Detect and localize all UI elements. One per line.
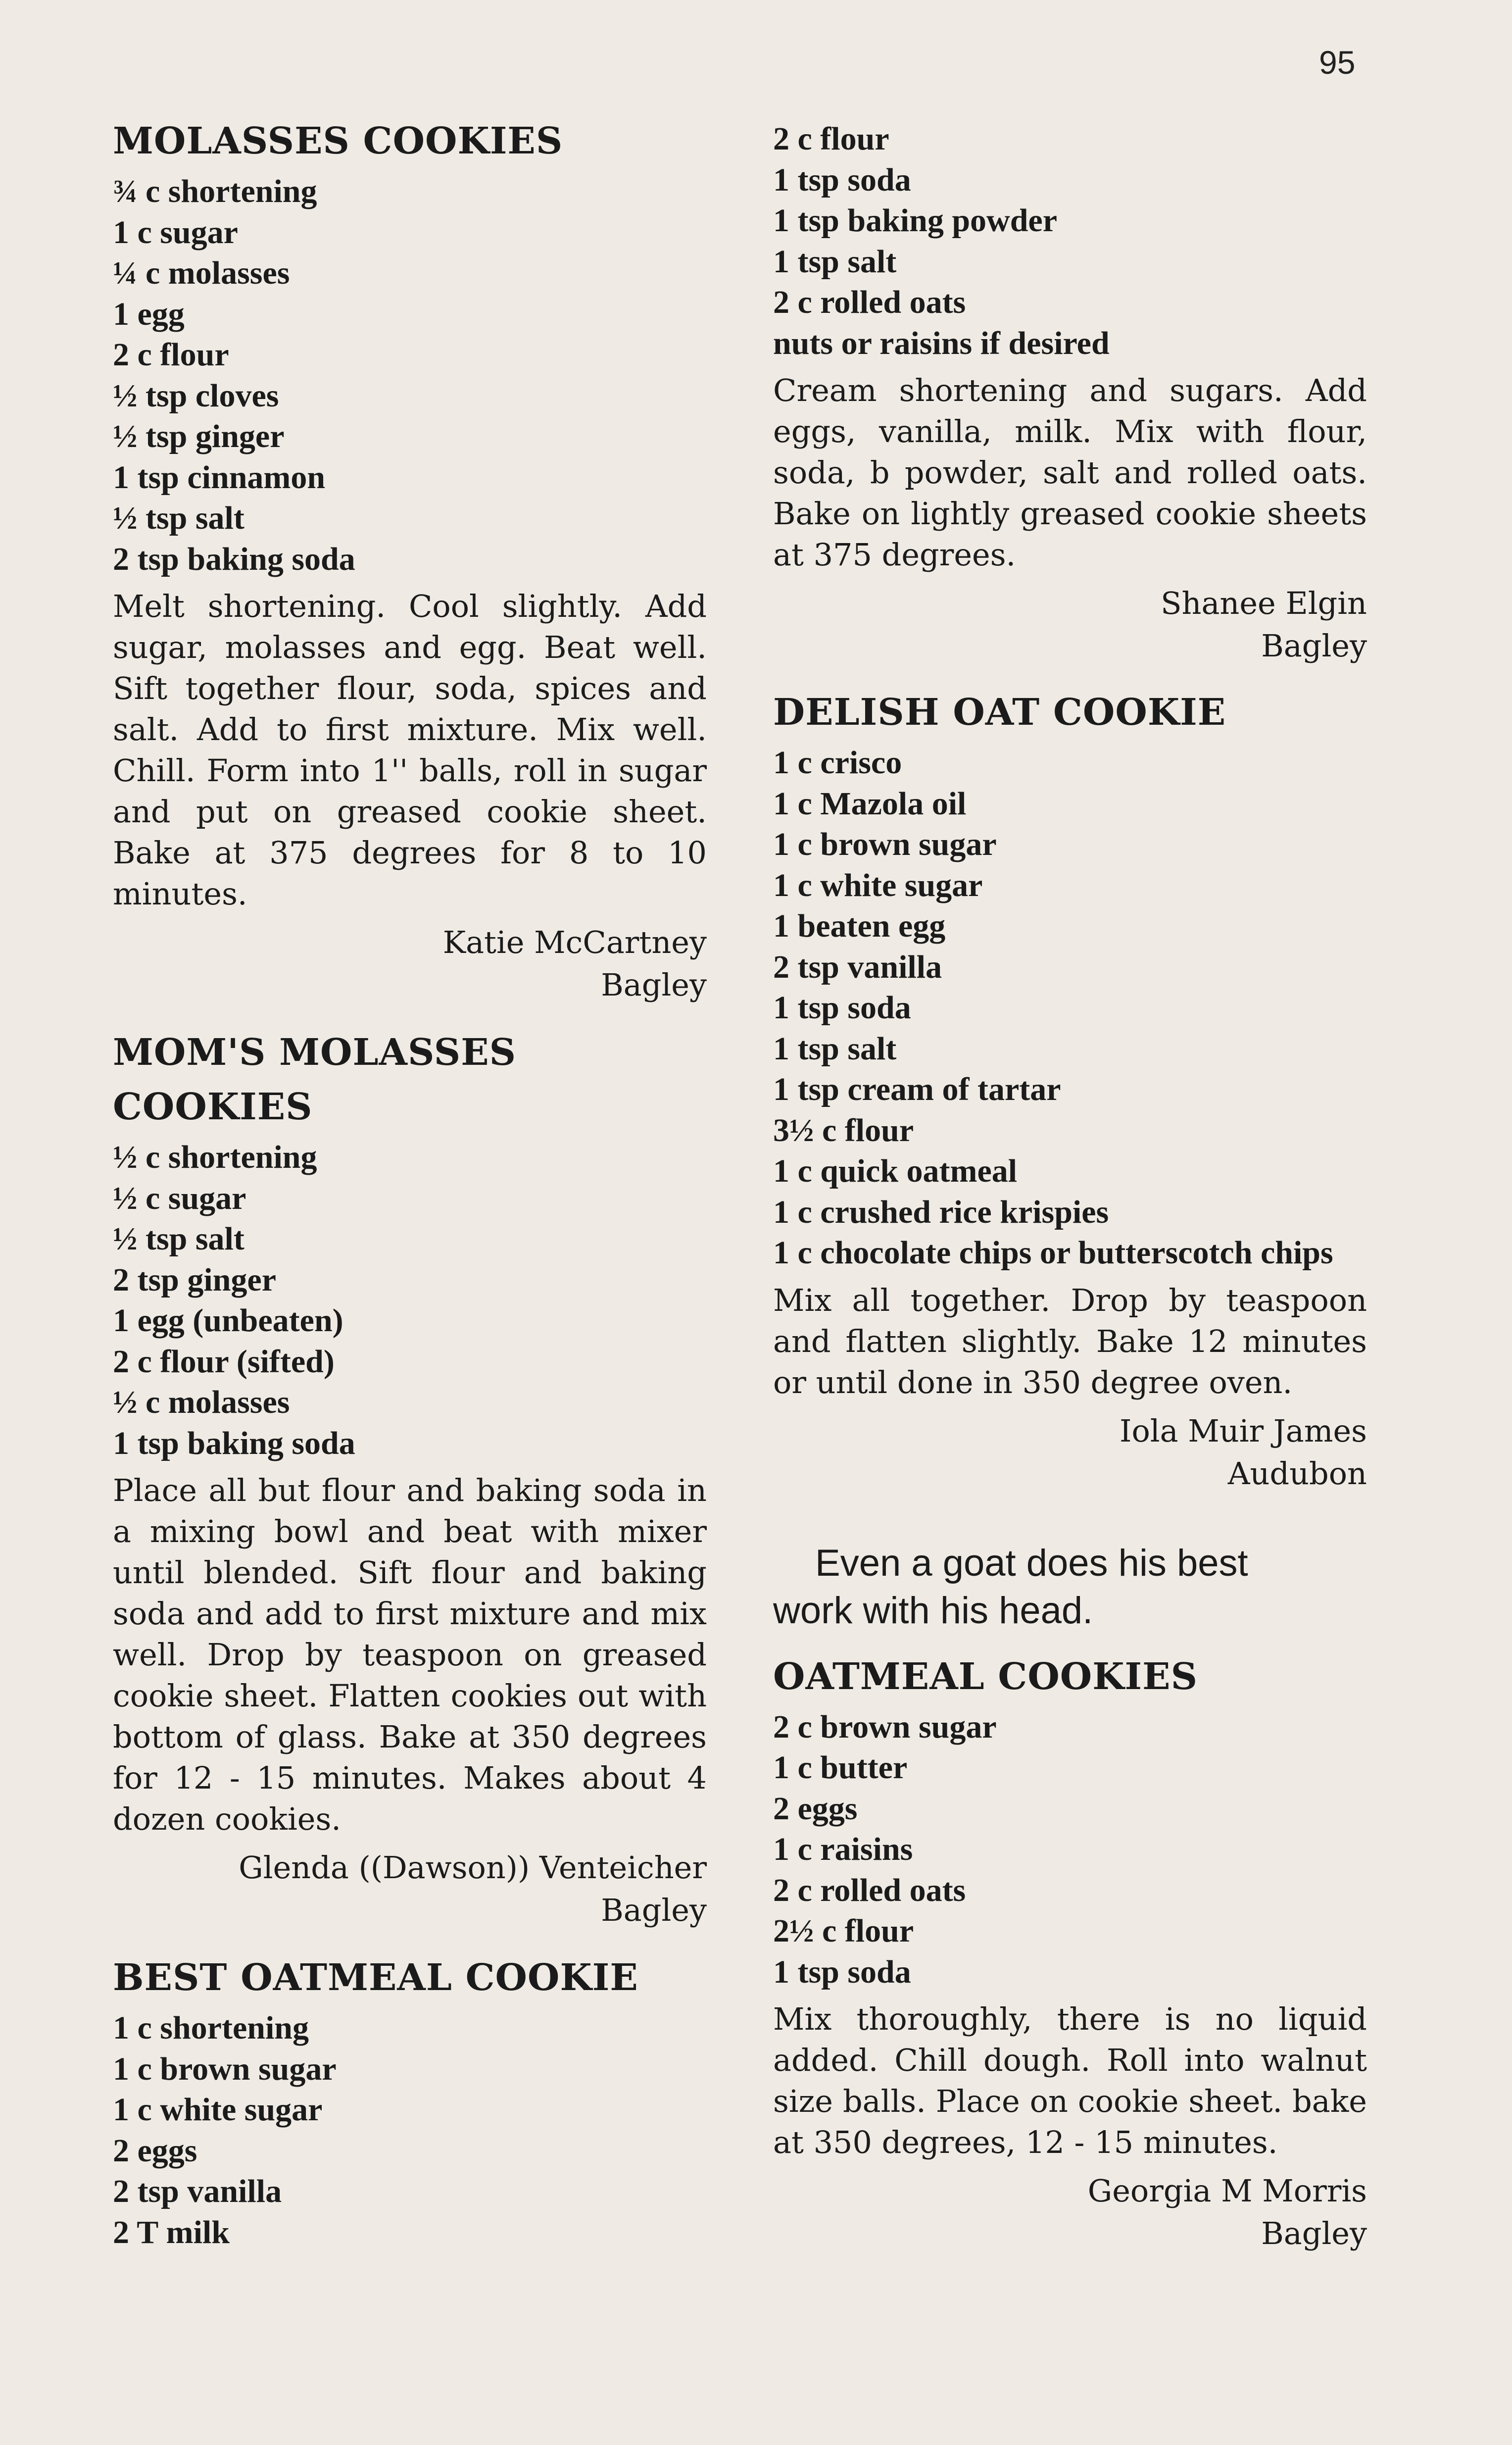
ingredient: 2 T milk — [113, 2214, 230, 2250]
ingredient: nuts or raisins if desired — [773, 325, 1110, 361]
ingredient: 2 tsp vanilla — [113, 2173, 282, 2209]
ingredient: 1 c crushed rice krispies — [773, 1194, 1109, 1230]
ingredient: 2 c rolled oats — [773, 284, 966, 320]
ingredient: 1 egg (unbeaten) — [113, 1302, 343, 1339]
ingredient: ½ tsp cloves — [113, 377, 279, 414]
ingredient: 1 tsp salt — [773, 1030, 897, 1067]
ingredient-list — [113, 1137, 707, 1464]
ingredient: 1 c sugar — [113, 214, 238, 250]
ingredient: ½ c shortening — [113, 1139, 317, 1175]
left-column — [113, 114, 707, 2253]
ingredient: 2 c brown sugar — [773, 1708, 997, 1745]
author-name: Shanee Elgin — [1161, 585, 1367, 621]
author-name: Iola Muir James — [1119, 1412, 1367, 1449]
ingredient: 1 tsp salt — [773, 243, 897, 280]
recipe-title: BEST OATMEAL COOKIE — [113, 1956, 638, 1999]
ingredient: ½ tsp salt — [113, 500, 244, 536]
ingredient: 1 c white sugar — [773, 867, 983, 903]
recipe-title: OATMEAL COOKIES — [773, 1655, 1198, 1698]
ingredient: 2 eggs — [773, 1790, 858, 1827]
ingredient: 1 beaten egg — [773, 908, 946, 944]
ingredient-list — [773, 1707, 1367, 1993]
ingredient: 2 c flour (sifted) — [113, 1343, 335, 1380]
ingredient-list — [773, 743, 1367, 1274]
author-name: Georgia M Morris — [1087, 2173, 1367, 2209]
quote-line: Even a goat does his best — [815, 1542, 1248, 1584]
ingredient: 1 tsp soda — [773, 1953, 911, 1990]
ingredient: 1 c shortening — [113, 2010, 309, 2046]
recipe-instructions: Place all but flour and baking soda in a mixing bowl and beat with mixer until blended. Sift flour and baking soda and add to first mixture and mix well. Drop by teaspoon on greased cookie sheet. Flatten cookies out with bottom of glass. Bake at 350 degrees for 12 - 15 minutes. Makes about 4 dozen cookies. — [113, 1472, 707, 1837]
recipe-credit — [113, 1846, 707, 1932]
ingredient: 1 tsp cinnamon — [113, 459, 326, 496]
ingredient: 1 c butter — [773, 1749, 908, 1786]
ingredient: 1 c white sugar — [113, 2092, 323, 2128]
ingredient-list — [773, 119, 1367, 364]
ingredient: ½ tsp salt — [113, 1221, 244, 1257]
author-town: Bagley — [1261, 628, 1367, 664]
ingredient: 1 tsp soda — [773, 161, 911, 198]
ingredient: 1 tsp baking powder — [773, 202, 1057, 239]
recipe-credit — [113, 921, 707, 1006]
recipe-instructions: Mix thoroughly, there is no liquid added. Chill dough. Roll into walnut size balls. Place on cookie sheet. bake at 350 degrees, 12 - 15 minutes. — [773, 2001, 1367, 2160]
ingredient: 1 c Mazola oil — [773, 785, 967, 822]
recipe-oatmeal-cookies — [773, 1649, 1367, 2255]
ingredient: 2 tsp baking soda — [113, 541, 355, 577]
ingredient: 2 c flour — [113, 337, 229, 373]
ingredient: 1 c quick oatmeal — [773, 1153, 1018, 1189]
ingredient-list — [113, 2008, 707, 2253]
ingredient: 2 c flour — [773, 121, 889, 157]
ingredient: 1 tsp baking soda — [113, 1425, 355, 1461]
recipe-instructions: Mix all together. Drop by teaspoon and flatten slightly. Bake 12 minutes or until done in 350 degree oven. — [773, 1282, 1367, 1400]
recipe-credit — [773, 1410, 1367, 1495]
recipe-credit — [773, 582, 1367, 667]
author-town: Bagley — [601, 1892, 707, 1928]
author-town: Audubon — [1227, 1455, 1367, 1492]
ingredient: 1 c chocolate chips or butterscotch chips — [773, 1235, 1333, 1271]
quote — [773, 1540, 1367, 1635]
ingredient: 2½ c flour — [773, 1913, 914, 1949]
ingredient: 2 tsp vanilla — [773, 948, 942, 985]
recipe-delish-oat-cookie — [773, 685, 1367, 1495]
right-column — [773, 119, 1367, 2255]
author-town: Bagley — [1261, 2215, 1367, 2251]
ingredient: 2 c rolled oats — [773, 1872, 966, 1908]
recipe-instructions: Melt shortening. Cool slightly. Add sugar, molasses and egg. Beat well. Sift together flour, soda, spices and salt. Add to first mixture. Mix well. Chill. Form into 1'' balls, roll in sugar and put on greased cookie sheet. Bake at 375 degrees for 8 to 10 minutes. — [113, 588, 707, 912]
page-number: 95 — [1319, 44, 1356, 81]
recipe-title: DELISH OAT COOKIE — [773, 691, 1226, 734]
recipe-title: MOM'S MOLASSES COOKIES — [113, 1031, 517, 1128]
recipe-credit — [773, 2170, 1367, 2255]
ingredient: 1 c brown sugar — [113, 2050, 337, 2087]
recipe-instructions: Cream shortening and sugars. Add eggs, vanilla, milk. Mix with flour, soda, b powder, salt and rolled oats. Bake on lightly greased cookie sheets at 375 degrees. — [773, 372, 1367, 573]
ingredient: 1 egg — [113, 296, 185, 332]
ingredient: 1 c brown sugar — [773, 826, 997, 862]
ingredient: ¼ c molasses — [113, 255, 290, 291]
ingredient: 2 tsp ginger — [113, 1261, 276, 1298]
recipe-title: MOLASSES COOKIES — [113, 120, 563, 162]
author-town: Bagley — [601, 967, 707, 1003]
ingredient: 1 c raisins — [773, 1831, 913, 1867]
ingredient: ¾ c shortening — [113, 173, 317, 209]
quote-line: work with his head. — [773, 1589, 1093, 1632]
ingredient-list — [113, 171, 707, 580]
ingredient: 3½ c flour — [773, 1112, 914, 1148]
ingredient: ½ tsp ginger — [113, 418, 285, 454]
ingredient: 1 c crisco — [773, 745, 902, 781]
recipe-best-oatmeal-cookie-continued — [773, 119, 1367, 667]
ingredient: 1 tsp soda — [773, 990, 911, 1026]
author-name: Glenda ((Dawson)) Venteicher — [239, 1849, 707, 1886]
author-name: Katie McCartney — [442, 924, 707, 960]
recipe-moms-molasses-cookies — [113, 1025, 707, 1932]
ingredient: 2 eggs — [113, 2132, 197, 2169]
ingredient: 1 tsp cream of tartar — [773, 1071, 1061, 1107]
ingredient: ½ c molasses — [113, 1384, 290, 1420]
ingredient: ½ c sugar — [113, 1180, 246, 1216]
recipe-best-oatmeal-cookie — [113, 1950, 707, 2253]
recipe-molasses-cookies — [113, 114, 707, 1006]
